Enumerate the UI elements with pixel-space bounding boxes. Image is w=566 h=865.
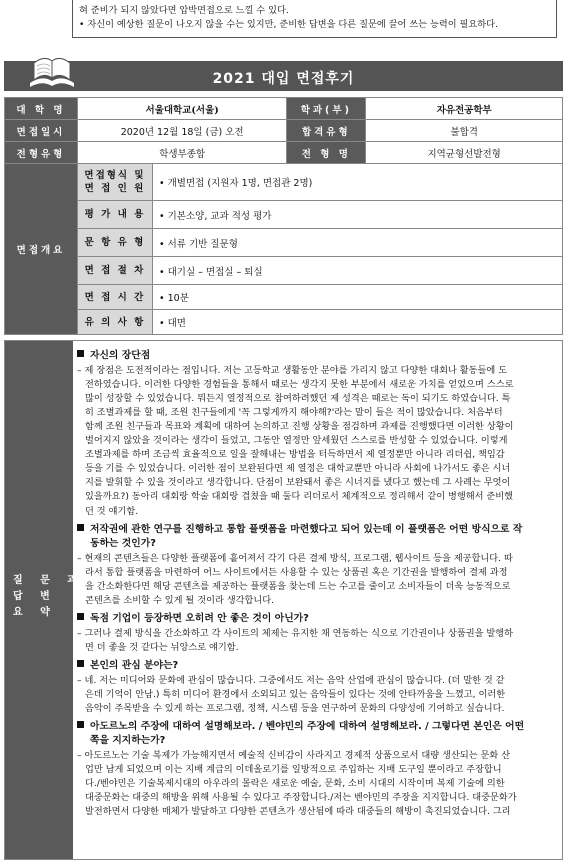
- previous-page-tail: [72, 0, 557, 38]
- overview-row-label: 평 가 내 용: [78, 201, 153, 229]
- overview-row-label: 문 항 유 형: [78, 229, 153, 257]
- answer: – 아도르노는 기술 복제가 가능해지면서 예술적 신비감이 사라지고 경제적 상품으로서 대량 생산되는 문화 산 업만 남게 되었으며 이는 지배 계급의 이데올로기를 일방적으로 주입하는 지배 도구일 뿐이라고 주장합니 다./벤야민은 기술복제시대의 아우라의 몰락은 새로운 예술, 문화, 소비 시대의 시작이며 복제 기술에 의한 대중문화는 대중의 해방을 위해 사용될 수 있다고 주장합니다./저는 벤야민의 주장을 지지합니다. 대중문화가 발전하면서 다양한 매체가 발달하고 다양한 콘텐츠가 생산됨에 따라 대중들의 해방이 촉진되었습니다. 그리: [77, 750, 517, 818]
- overview-label: 면접개요: [5, 164, 78, 335]
- dept-label: 학과(부): [287, 98, 366, 120]
- answer: – 그러나 결제 방식을 간소화하고 각 사이트의 체제는 유지한 채 연동하는 식으로 기간권이나 상품권을 발행하 면 더 좋을 것 같다는 뉘앙스로 얘기함.: [77, 627, 513, 653]
- qa-label: [5, 341, 84, 859]
- answer: – 네. 저는 미디어와 문화에 관심이 많습니다. 그중에서도 저는 음악 산업에 관심이 많습니다. (더 말한 것 같 은데 기억이 안남.) 특히 미디어 환경에서 소외되고 있는 음악들이 있다는 것에 안타까움을 느꼈고, 이러한 음악이 주목받을 수 있게 하는 프로그램, 정책, 시스템 등을 연구하여 문화의 다양성에 기여하고 싶습니다.: [77, 674, 506, 714]
- overview-row-value: • 대면: [153, 310, 563, 335]
- overview-row-label: 면 접 절 차: [78, 257, 153, 285]
- interview-info-table: [4, 97, 563, 335]
- square-bullet-icon: [77, 613, 84, 620]
- answer: – 현재의 콘텐츠들은 다양한 플랫폼에 흩어져서 각기 다른 결제 방식, 프로그램, 웹사이트 등을 제공합니다. 따 라서 통합 플랫폼을 마련하여 어느 사이트에서든 사용할 수 있는 상품권 혹은 기간권을 발행하여 결제 과정 을 간소화한다면 해당 콘텐츠를 제공하는 플랫폼을 찾는데 드는 수고를 줄이고 소비자들이 더욱 능동적으로 콘텐츠를 소비할 수 있게 될 것이라 생각합니다.: [77, 552, 513, 607]
- overview-row-value: • 서류 기반 질문형: [153, 229, 563, 257]
- type-value: 학생부종합: [78, 142, 287, 164]
- question: 저작권에 관한 연구를 진행하고 통합 플랫폼을 마련했다고 되어 있는데 이 플랫폼은 어떤 방식으로 작 동하는 것인가?: [77, 523, 557, 552]
- dept-value: 자유전공학부: [366, 98, 563, 120]
- square-bullet-icon: [77, 524, 84, 531]
- qa-section: [4, 340, 563, 860]
- overview-row-label: 유 의 사 항: [78, 310, 153, 335]
- qa-body: [77, 349, 557, 820]
- square-bullet-icon: [77, 721, 84, 728]
- qa-label-line-3: 요 약: [13, 607, 57, 618]
- overview-row-label: 면 접 시 간: [78, 285, 153, 310]
- date-value: 2020년 12월 18일 (금) 오전: [78, 120, 287, 142]
- square-bullet-icon: [77, 350, 84, 357]
- result-value: 불합격: [366, 120, 563, 142]
- question: 본인의 관심 분야는?: [77, 659, 557, 674]
- question: 자신의 장단점: [77, 349, 557, 364]
- tail-line-1: 혀 준비가 되지 않았다면 압박면접으로 느낄 수 있다.: [79, 5, 289, 16]
- university-label: 대 학 명: [5, 98, 78, 120]
- overview-row-value: • 대기실 – 면접실 – 퇴실: [153, 257, 563, 285]
- qa-label-line-1: 질 문 과: [13, 575, 84, 586]
- track-label: 전 형 명: [287, 142, 366, 164]
- type-label: 전형유형: [5, 142, 78, 164]
- overview-row-value: • 기본소양, 교과 적성 평가: [153, 201, 563, 229]
- answer: – 제 장점은 도전적이라는 점입니다. 저는 고등학교 생활동안 분야를 가리지 않고 다양한 대회나 활동들에 도 전하였습니다. 이러한 다양한 경험들을 통해서 때로는 생각지 못한 부분에서 새로운 가치를 얻었으며 스스로 많이 성장할 수 있었습니다. 뭐든지 열정적으로 참여하려했던 제 성격은 때로는 독이 되기도 하였습니다. 특 히 조별과제를 할 때, 조원 친구들에게 '꼭 그렇게까지 해야해?'라는 말이 들은 적이 많았습니다. 처음부터 함께 조원 친구들과 목표와 계획에 대하여 논의하고 진행 상황을 점검하며 과제를 진행했다면 이러한 상황이 벌어지지 않았을 것이라는 생각이 들었고, 그동안 열정만 앞세웠던 스스로를 반성할 수 있었습니다. 이렇게 조별과제를 하며 조금씩 효율적으로 일을 잘해내는 방법을 터득하면서 제 열정뿐만 아니라 리더쉽, 책임감 등을 기를 수 있었습니다. 이러한 점이 보완된다면 제 열정은 대학교뿐만 아니라 사회에 나가서도 좋은 시너 지를 발휘할 수 있을 것이라고 생각합니다. 단점이 보완돼서 좋은 시너지를 냈다고 했는데 그 사례는 무엇이 있을까요?) 동아리 대회랑 학술 대회랑 겹쳤을 때 둘다 리더로서 체계적으로 정리해서 같이 병행해서 준비했 던 것 얘기함.: [77, 364, 514, 517]
- page-title: 2021 대입 면접후기: [212, 71, 355, 87]
- question: 독점 기업이 등장하면 오히려 안 좋은 것이 아닌가?: [77, 612, 557, 627]
- overview-row-label: 면접형식 및 면 접 인 원: [78, 164, 153, 201]
- qa-label-line-2: 답 변: [13, 591, 57, 602]
- question: 아도르노의 주장에 대하여 설명해보라. / 벤야민의 주장에 대하여 설명해보라. / 그렇다면 본인은 어떤 쪽을 지지하는가?: [77, 720, 557, 749]
- university-value: 서울대학교(서울): [78, 98, 287, 120]
- result-label: 합격유형: [287, 120, 366, 142]
- overview-row-value: • 개별면접 (지원자 1명, 면접관 2명): [153, 164, 563, 201]
- track-value: 지역균형선발전형: [366, 142, 563, 164]
- square-bullet-icon: [77, 660, 84, 667]
- overview-row-value: • 10분: [153, 285, 563, 310]
- title-banner: [4, 61, 563, 91]
- date-label: 면접일시: [5, 120, 78, 142]
- tail-line-2: • 자신이 예상한 질문이 나오지 않을 수는 있지만, 준비한 답변을 다른 질문에 끌어 쓰는 능력이 필요하다.: [79, 19, 498, 30]
